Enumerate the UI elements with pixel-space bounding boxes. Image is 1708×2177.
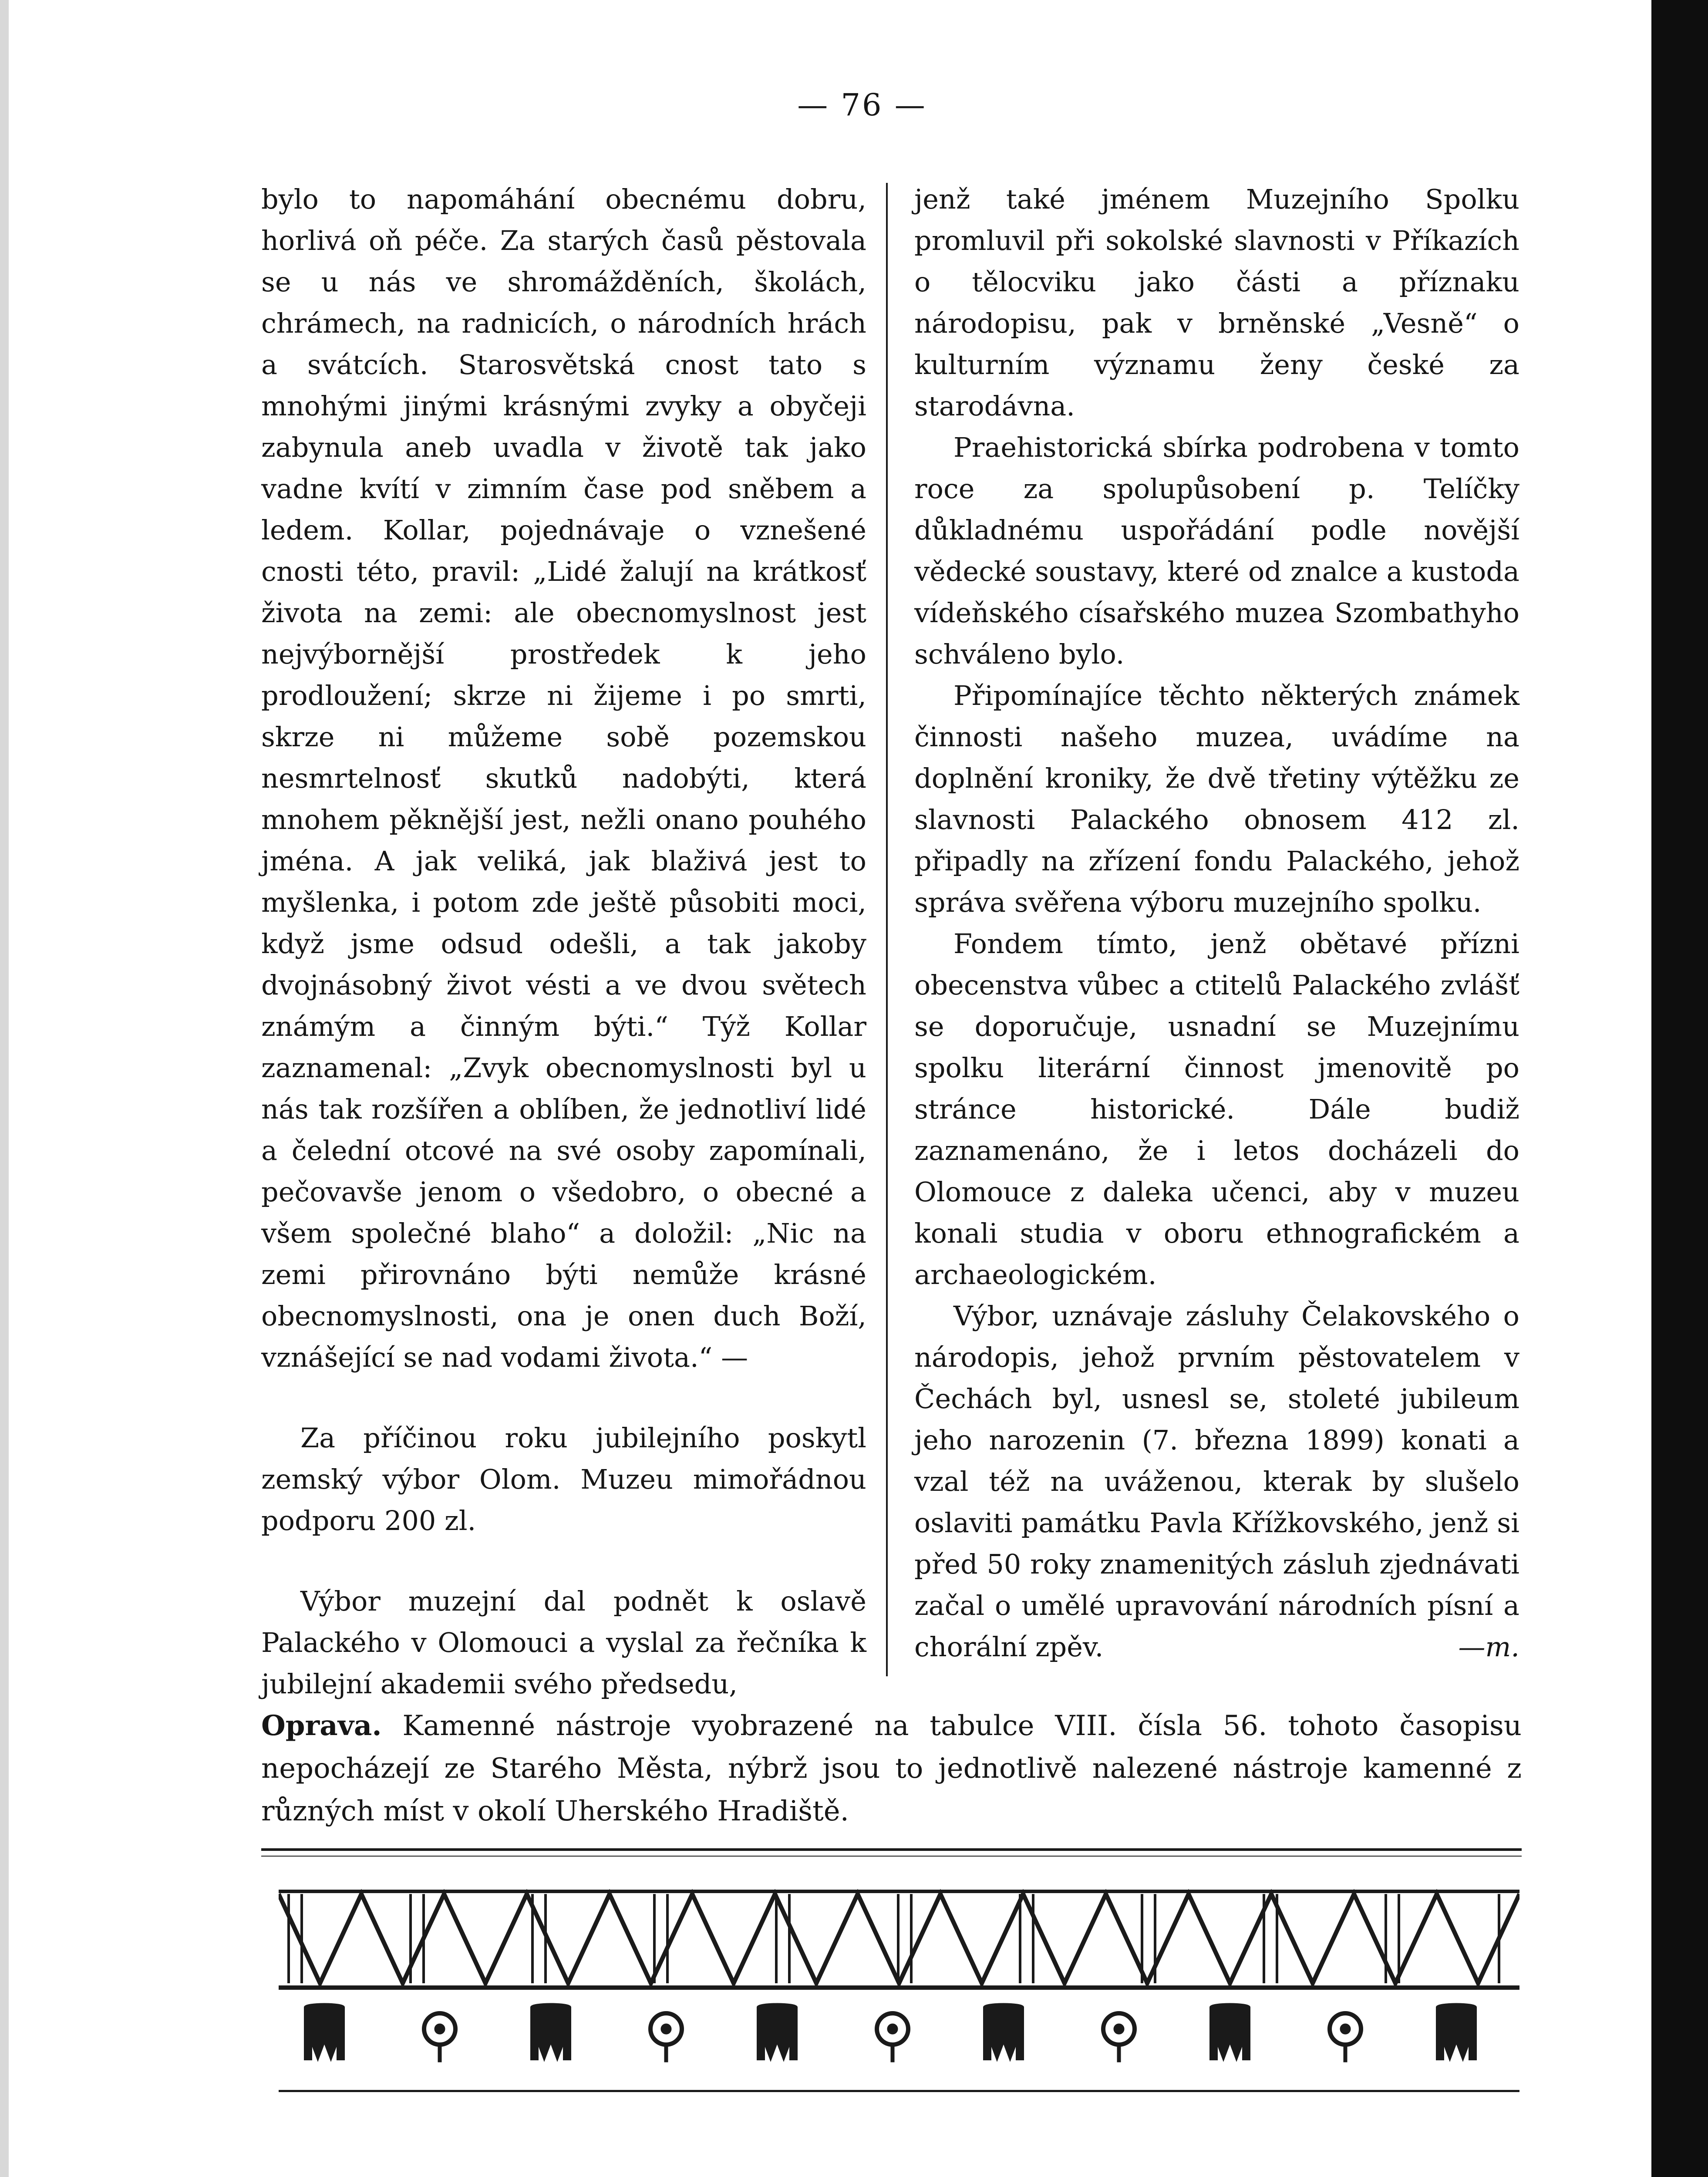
correction-note	[261, 1705, 1522, 1833]
right-paragraph-2: Praehistorická sbírka podrobena v tomto roce za spolupůsobení p. Telíčky důkladnému uspořádání podle novější vědecké soustavy, které od znalce a kustoda vídeňského císařského muzea Szombathyho schváleno bylo.	[914, 431, 1519, 670]
left-paragraph-3: Výbor muzejní dal podnět k oslavě Palackého v Olomouci a vyslal za řečníka k jubilejní akademii svého předsedu,	[261, 1585, 866, 1700]
scan-edge-left	[0, 0, 9, 2177]
ornament-top-rule	[261, 1848, 1522, 1851]
right-paragraph-4: Fondem tímto, jenž obětavé přízni obecenstva vůbec a ctitelů Palackého zvlášť se doporučuje, usnadní se Muzejnímu spolku literární činnost jmenovitě po stránce historické. Dále budiž zaznamenáno, že i letos docházeli do Olomouce z daleka učenci, aby v muzeu konali studia v oboru ethnografickém a archaeologickém.	[914, 928, 1519, 1291]
ornament-top-thin-rule	[261, 1856, 1522, 1857]
column-divider	[886, 183, 888, 1676]
right-paragraph-1: jenž také jménem Muzejního Spolku promluvil při sokolské slavnosti v Příkazích o tělocviku jako části a příznaku národopisu, pak v brněnské „Vesně“ o kulturním významu ženy české za starodávna.	[914, 183, 1519, 422]
page-number: — 76 —	[797, 87, 927, 123]
right-column	[914, 179, 1519, 1668]
right-paragraph-3: Připomínajíce těchto některých známek činnosti našeho muzea, uvádíme na doplnění kroniky, že dvě třetiny výtěžku ze slavnosti Palackého obnosem 412 zl. připadly na zřízení fondu Palackého, jehož správa svěřena výboru muzejního spolku.	[914, 680, 1519, 918]
left-paragraph-1: bylo to napomáhání obecnému dobru, horlivá oň péče. Za starých časů pěstovala se u nás ve shromážděních, školách, chrámech, na radnicích, o národních hrách a svátcích. Starosvětská cnost tato s mnohými jinými krásnými zvyky a obyčeji zabynula aneb uvadla v životě tak jako vadne kvítí v zimním čase pod sněbem a ledem. Kollar, pojednávaje o vznešené cnosti této, pravil: „Lidé žalují na krátkosť života na zemi: ale obecnomyslnost jest nejvýbornější prostředek k jeho prodloužení; skrze ni žijeme i po smrti, skrze ni můžeme sobě pozemskou nesmrtelnosť skutků nadobýti, která mnohem pěknější jest, nežli onano pouhého jména. A jak veliká, jak blaživá jest to myšlenka, i potom zde ještě působiti moci, když jsme odsud odešli, a tak jakoby dvojnásobný život vésti a ve dvou světech známým a činným býti.“ Týž Kollar zaznamenal: „Zvyk obecnomyslnosti byl u nás tak rozšířen a oblíben, že jednotliví lidé a čelední otcové na své osoby zapomínali, pečovavše jenom o všedobro, o obecné a všem společné blaho“ a doložil: „Nic na zemi přirovnáno býti nemůže krásné obecnomyslnosti, ona je onen duch Boží, vznášející se nad vodami života.“ —	[261, 183, 866, 1373]
correction-text: Kamenné nástroje vyobrazené na tabulce VIII. čísla 56. tohoto časopisu nepocházejí ze Starého Města, nýbrž jsou to jednotlivě nalezené nástroje kamenné z různých míst v okolí Uherského Hradiště.	[261, 1710, 1522, 1827]
right-paragraph-5-text: Výbor, uznávaje zásluhy Čelakovského o národopis, jehož prvním pěstovatelem v Čechách byl, usnesl se, stoleté jubileum jeho narozenin (7. března 1899) konati a vzal též na uváženou, kterak by slušelo oslaviti památku Pavla Křížkovského, jenž si před 50 roky znamenitých zásluh zjednávati začal o umělé upravování národních písní a chorální zpěv.	[914, 1300, 1519, 1663]
scan-edge-right	[1651, 0, 1708, 2177]
decorative-ornament-band	[279, 1881, 1519, 2116]
correction-label: Oprava.	[261, 1709, 382, 1742]
left-paragraph-2: Za příčinou roku jubilejního poskytl zemský výbor Olom. Muzeu mimořádnou podporu 200 zl.	[261, 1422, 866, 1537]
left-column	[261, 179, 866, 1705]
author-signature: —m.	[1458, 1631, 1519, 1663]
right-paragraph-5	[914, 1295, 1519, 1668]
